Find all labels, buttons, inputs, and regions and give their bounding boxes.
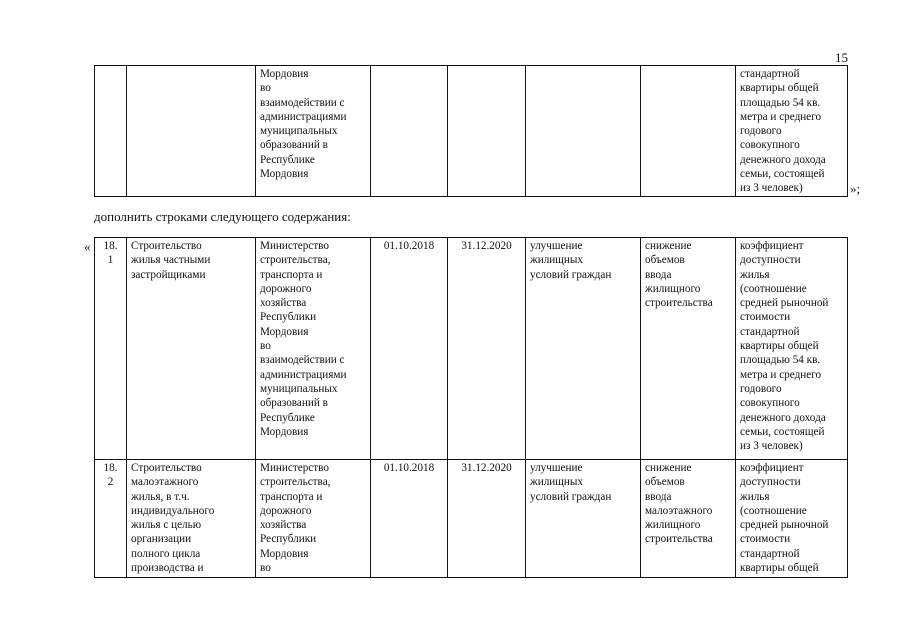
cell-name: Строительство жилья частными застройщиками [127,238,256,460]
cell-end-date: 31.12.2020 [448,238,526,460]
table-row [95,460,848,578]
page-number: 15 [835,50,848,65]
lead-text: дополнить строками следующего содержания: [94,209,351,224]
cell-indicator: коэффициент доступности жилья (соотношение средней рыночной стоимости стандартной квартиры общей [736,460,848,578]
cell-result: улучшение жилищных условий граждан [526,460,641,578]
cell-executor: Мордовия во взаимодействии с администрациями муниципальных образований в Республике Мордовия [256,66,371,197]
cell-consequence: снижение объемов ввода малоэтажного жилищного строительства [641,460,736,578]
cell-indicator: коэффициент доступности жилья (соотношение средней рыночной стоимости стандартной квартиры общей площадью 54 кв. метра и среднего годового совокупного денежного дохода семьи, состоящей из 3 человек) [736,238,848,460]
cell-executor: Министерство строительства, транспорта и дорожного хозяйства Республики Мордовия во [256,460,371,578]
cell-indicator: стандартной квартиры общей площадью 54 кв. метра и среднего годового совокупного денежного дохода семьи, состоящей из 3 человек) [736,66,848,197]
cell-executor: Министерство строительства, транспорта и дорожного хозяйства Республики Мордовия во взаимодействии с администрациями муниципальных образований в Республике Мордовия [256,238,371,460]
table-row-continued [95,66,848,197]
cell-num: 18. 1 [95,238,127,460]
cell-start-date: 01.10.2018 [371,238,448,460]
cell-name [127,66,256,197]
opening-quote: « [84,239,91,254]
added-rows-table [94,237,848,578]
cell-num: 18. 2 [95,460,127,578]
cell-consequence: снижение объемов ввода жилищного строительства [641,238,736,460]
closing-mark: »; [850,181,861,196]
cell-start-date [371,66,448,197]
cell-end-date [448,66,526,197]
cell-result [526,66,641,197]
table-row [95,238,848,460]
cell-name: Строительство малоэтажного жилья, в т.ч. индивидуального жилья с целью организации полного цикла производства и [127,460,256,578]
cell-start-date: 01.10.2018 [371,460,448,578]
cell-consequence [641,66,736,197]
continued-table [94,65,848,197]
cell-result: улучшение жилищных условий граждан [526,238,641,460]
cell-num [95,66,127,197]
cell-end-date: 31.12.2020 [448,460,526,578]
